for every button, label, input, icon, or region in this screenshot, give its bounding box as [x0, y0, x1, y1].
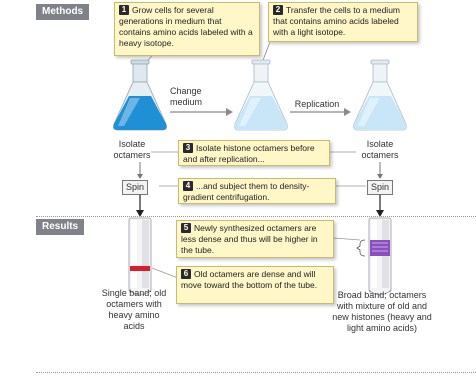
step-6-text: Old octamers are dense and will move toward the bottom of the tube.: [181, 269, 318, 290]
tube-left-icon: [129, 218, 151, 295]
step-5-text: Newly synthesized octamers are less dense and thus will be higher in the tube.: [181, 223, 318, 255]
step-5-callout: [176, 220, 334, 258]
brace-icon: [357, 240, 365, 256]
bottom-divider: [36, 372, 476, 373]
methods-tag: Methods: [36, 4, 89, 20]
step-4-text: ...and subject them to density-gradient centrifugation.: [183, 181, 310, 202]
broad-band: [370, 240, 390, 256]
flask-heavy-icon: [114, 60, 167, 130]
step-2-number: 2: [273, 5, 283, 15]
step-5-number: 5: [181, 223, 191, 233]
step-1-text: Grow cells for several generations in medium that contains amino acids labeled with a heavy isotope.: [119, 5, 253, 48]
flask-light-icon-1: [235, 60, 288, 130]
replication-label: Replication: [294, 99, 340, 109]
spin-right-box: Spin: [367, 180, 393, 195]
result-right-label: Broad band; octamers with mixture of old and new histones (heavy and light amino acids): [332, 290, 432, 333]
tube-right-icon: [357, 218, 391, 295]
results-tag: Results: [36, 219, 84, 235]
callout-6-pointer: [152, 268, 178, 278]
step-6-callout: [176, 266, 334, 304]
result-left-label: Single band; old octamers with heavy amino acids: [101, 288, 167, 331]
flask-light-icon-2: [354, 60, 407, 130]
step-1-number: 1: [119, 5, 129, 15]
step-3-text: Isolate histone octamers before and after replication...: [183, 143, 315, 164]
step-3-number: 3: [183, 143, 193, 153]
results-divider: [36, 216, 476, 217]
change-medium-arrow: [170, 108, 233, 116]
step-4-number: 4: [183, 181, 193, 191]
step-3-callout: [178, 140, 330, 166]
heavy-band: [130, 266, 150, 271]
callout-5-pointer: [334, 238, 360, 240]
step-2-text: Transfer the cells to a medium that contains amino acids labeled with a light isotope.: [273, 5, 401, 37]
step-4-callout: [178, 178, 336, 204]
step-6-number: 6: [181, 269, 191, 279]
spin-left-box: Spin: [122, 180, 148, 195]
isolate-octamers-left: Isolate octamers: [113, 139, 151, 160]
isolate-octamers-right: Isolate octamers: [361, 139, 399, 160]
change-medium-label: Change medium: [170, 86, 203, 107]
